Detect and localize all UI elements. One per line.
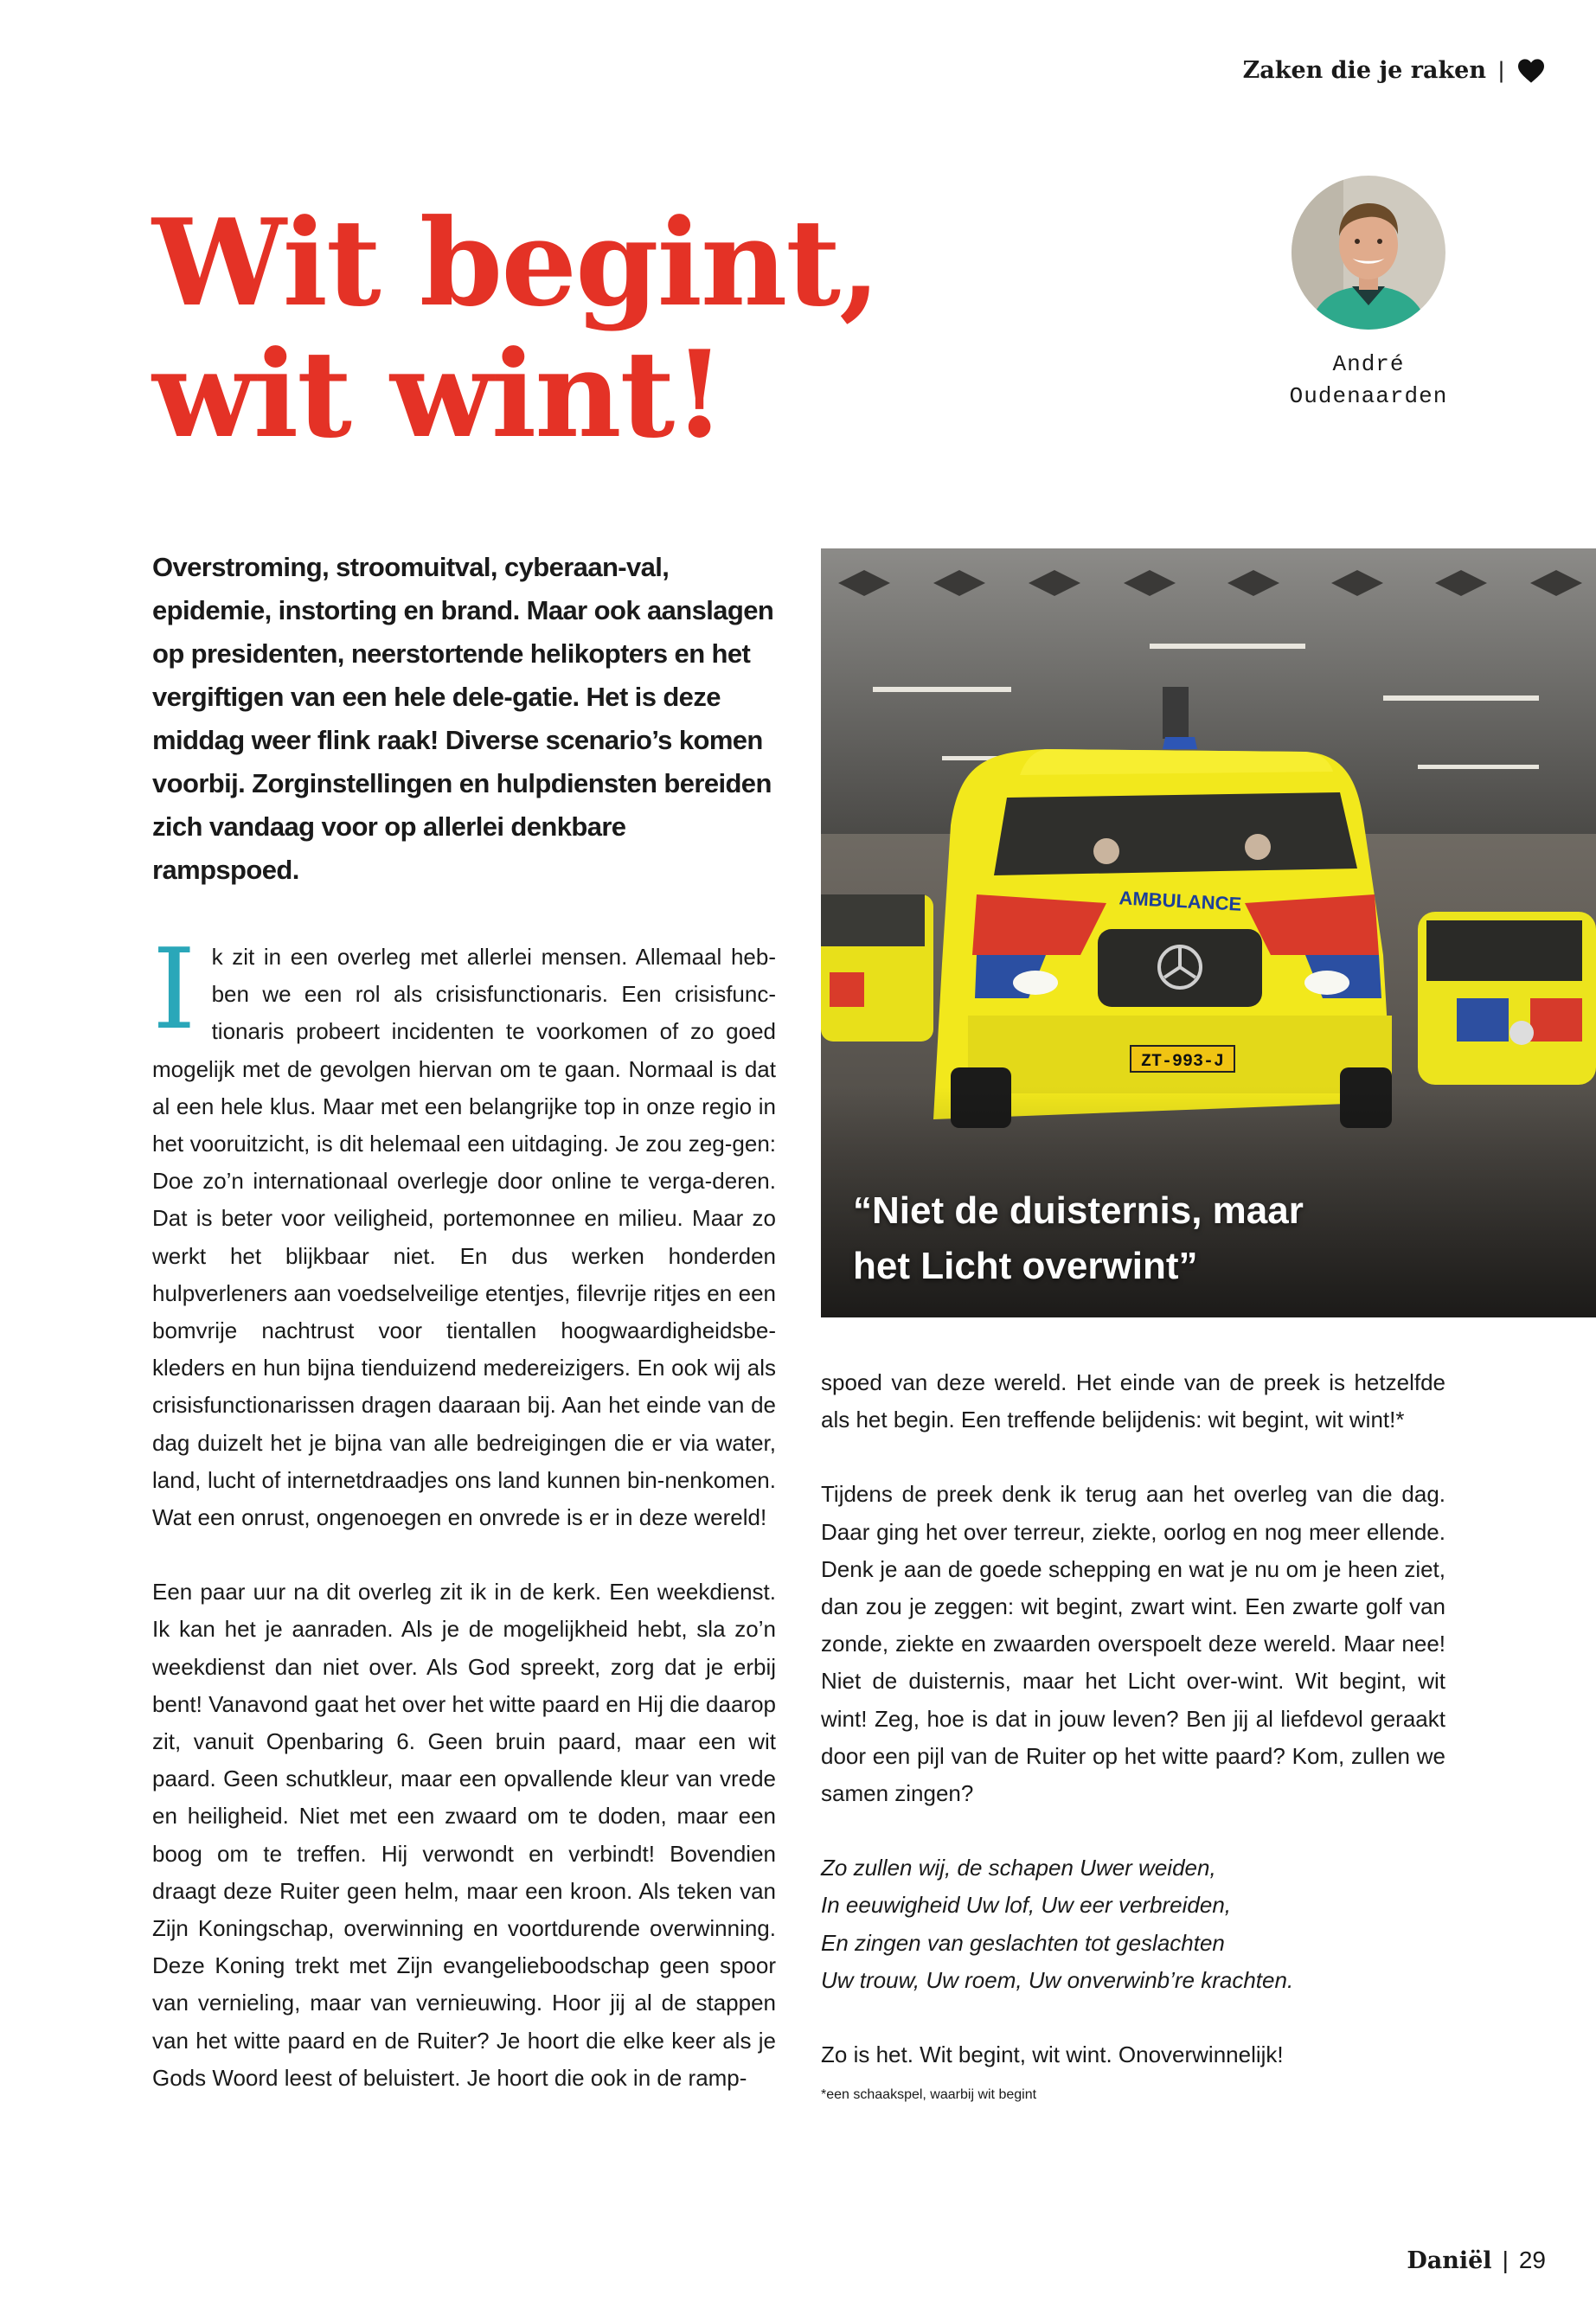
header-separator: | <box>1497 57 1504 83</box>
footer-separator: | <box>1502 2247 1509 2273</box>
title-line-1: Wit begint, <box>152 192 880 333</box>
intro-text: Overstroming, stroomuitval, cyberaan-val, epidemie, instorting en brand. Maar ook aanslagen op presidenten, neerstortende helikopters en het vergiftigen van een hele dele-gatie. Het is deze middag weer flink raak! Diverse scenario’s komen voorbij. Zorginstellingen en hulpdiensten bereiden zich vandaag voor op allerlei denkbare rampspoed. <box>152 552 774 885</box>
paragraph-1 <box>152 926 776 1536</box>
article-column-right <box>821 1364 1445 2105</box>
section-header <box>1243 57 1546 84</box>
magazine-name: Daniël <box>1407 2247 1492 2274</box>
author-first-name: André <box>1332 351 1405 377</box>
author-last-name: Oudenaarden <box>1289 383 1448 409</box>
quote-line-2: het Licht overwint” <box>853 1245 1198 1287</box>
footnote: *een schaakspel, waarbij wit begint <box>821 2087 1037 2103</box>
heart-icon <box>1516 58 1546 84</box>
page-number: 29 <box>1518 2247 1546 2273</box>
poem-line-4: Uw trouw, Uw roem, Uw onverwinb’re krachten. <box>821 1966 1294 1993</box>
article-title <box>152 192 880 465</box>
poem-line-3: En zingen van geslachten tot geslachten <box>821 1929 1225 1956</box>
article-column-left <box>152 926 776 2097</box>
author-avatar <box>1292 176 1445 330</box>
paragraph-5: Zo is het. Wit begint, wit wint. Onoverwinnelijk! <box>821 2041 1284 2068</box>
poem-line-1: Zo zullen wij, de schapen Uwer weiden, <box>821 1855 1216 1881</box>
paragraph-1-text: k zit in een overleg met allerlei mensen. Allemaal heb-ben we een rol als crisisfunctionaris. Een crisisfunc-tionaris probeert incidenten te voorkomen of zo goed mogelijk met de gevolgen hiervan om te gaan. Normaal is dat al een hele klus. Maar met een belangrijke top in onze regio in het vooruitzicht, is dit helemaal een uitdaging. Je zou zeg-gen: Doe zo’n internationaal overlegje door online te verga-deren. Dat is beter voor veiligheid, portemonnee en milieu. Maar zo werkt het blijkbaar niet. En dus werken honderden hulpverleners aan voedselveilige etentjes, filevrije ritjes en een bomvrije nachtrust voor tientallen hoogwaardigheidsbe-kleders en hun bijna tienduizend medereizigers. En ook wij als crisisfunctionarissen dragen daaraan bij. Aan het einde van de dag duizelt het je bijna van alle bedreigingen die er via water, land, lucht of internetdraadjes ons land kunnen bin-nenkomen. Wat een onrust, ongenoegen en onvrede is er in deze wereld! <box>152 944 776 1531</box>
author-name <box>1246 349 1491 413</box>
intro-lead <box>152 546 779 892</box>
paragraph-2: Een paar uur na dit overleg zit ik in de kerk. Een weekdienst. Ik kan het je aanraden. Als je de mogelijkheid hebt, sla zo’n weekdienst dan niet over. Als God spreekt, zorg dat je erbij bent! Vanavond gaat het over het witte paard en Hij die daarop zit, vanuit Openbaring 6. Geen bruin paard, maar een wit paard. Geen schutkleur, maar een opvallende kleur van vrede en heiligheid. Niet met een zwaard om te doden, maar een boog om te treffen. Hij verwondt en verbindt! Bovendien draagt deze Ruiter geen helm, maar een kroon. Als teken van Zijn Koningschap, overwinning en voortdurende overwinning. Deze Koning trekt met Zijn evangelieboodschap geen spoor van vernieling, maar van vernieuwing. Hoor jij al de stappen van het witte paard en de Ruiter? Je hoort die elke keer als je Gods Woord leest of beluistert. Je hoort die ook in de ramp- <box>152 1579 776 2091</box>
page-footer <box>1407 2247 1546 2274</box>
drop-cap: I <box>152 926 196 1054</box>
poem-verse <box>821 1849 1445 1999</box>
poem-line-2: In eeuwigheid Uw lof, Uw eer verbreiden, <box>821 1892 1232 1919</box>
title-line-2: wit wint! <box>152 324 724 465</box>
quote-line-1: “Niet de duisternis, maar <box>853 1189 1304 1232</box>
paragraph-4: Tijdens de preek denk ik terug aan het overleg van die dag. Daar ging het over terreur, ziekte, oorlog en nog meer ellende. Denk je aan de goede schepping en wat je nu om je heen ziet, dan zou je zeggen: wit begint, zwart wint. Een zwarte golf van zonde, ziekte en zwaarden overspoelt deze wereld. Maar nee! Niet de duisternis, maar het Licht over-wint. Wit begint, wit wint! Zeg, hoe is dat in jouw leven? Ben jij al liefdevol geraakt door een pijl van de Ruiter op het witte paard? Kom, zullen we samen zingen? <box>821 1481 1445 1807</box>
pull-quote <box>853 1183 1476 1294</box>
section-title: Zaken die je raken <box>1242 57 1486 84</box>
paragraph-3: spoed van deze wereld. Het einde van de preek is hetzelfde als het begin. Een treffende belijdenis: wit begint, wit wint!* <box>821 1369 1445 1433</box>
